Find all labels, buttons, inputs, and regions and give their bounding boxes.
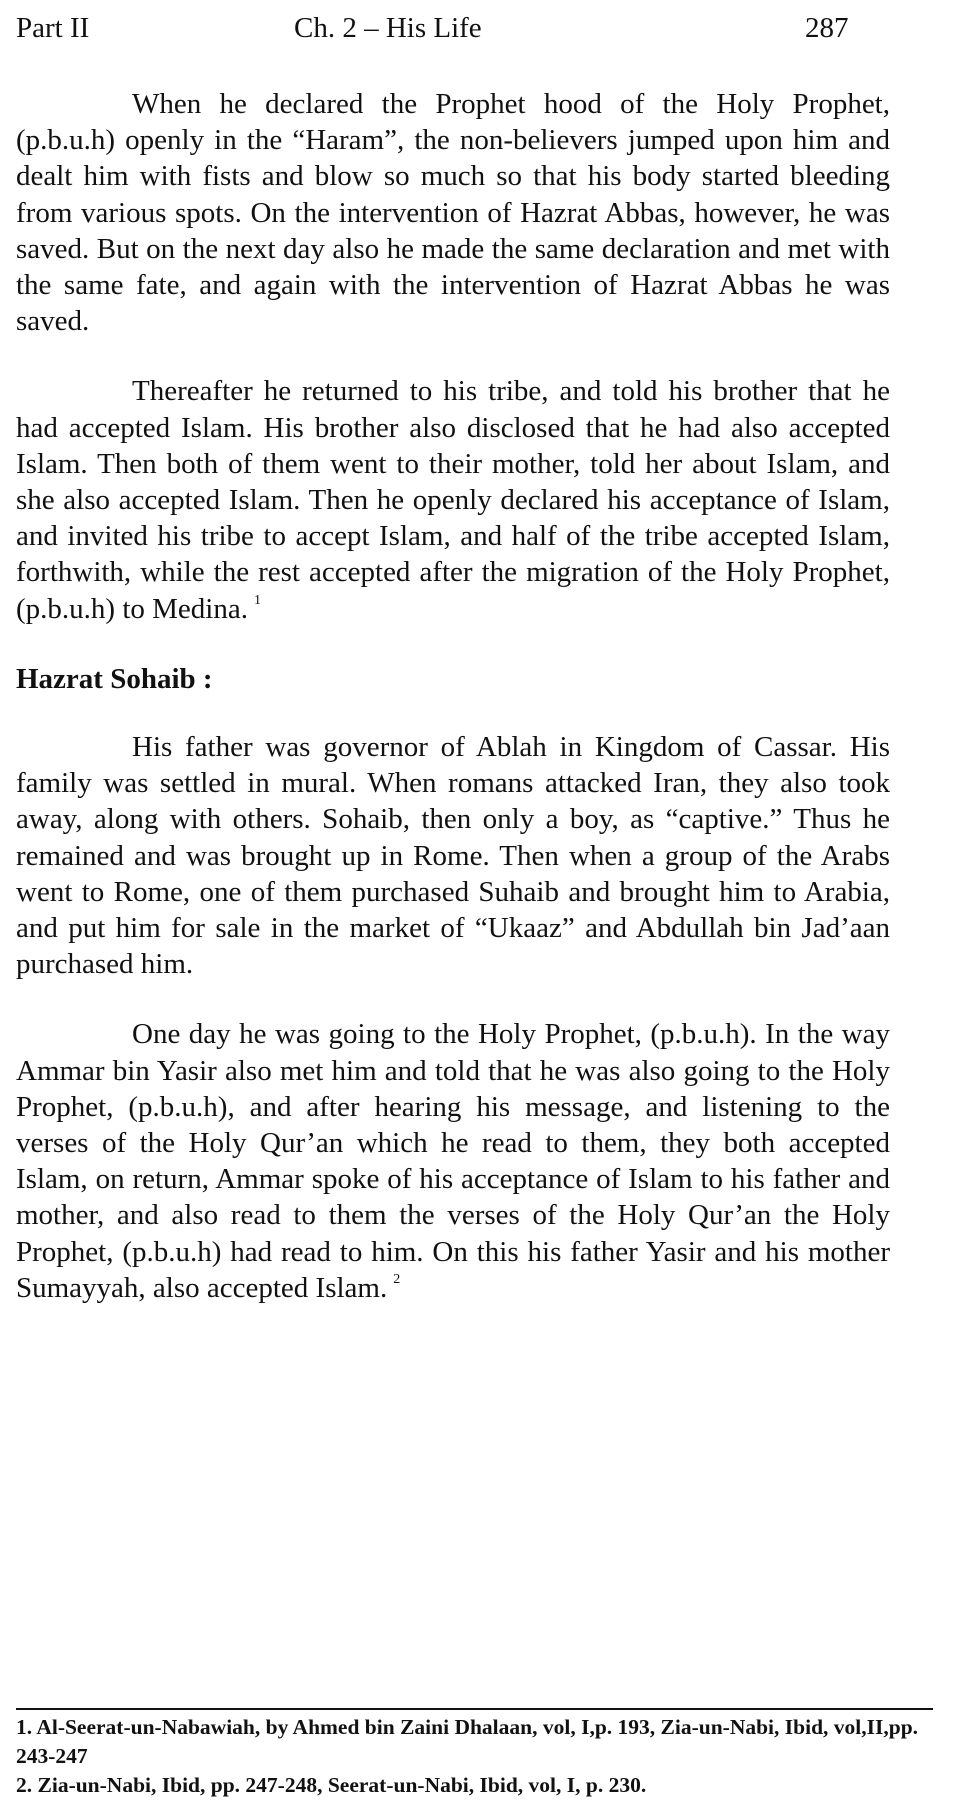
section-heading: Hazrat Sohaib : [16,662,213,695]
running-header [16,8,880,48]
paragraph-text: One day he was going to the Holy Prophet, (p.b.u.h). In the way Ammar bin Yasir also met him and told that he was also going to the Holy Prophet, (p.b.u.h), and after hearing his message, and listening to the verses of the Holy Qur’an which he read to them, they both accepted Islam, on return, Ammar spoke of his acceptance of Islam to his father and mother, and also read to them the verses of the Holy Qur’an the Holy Prophet, (p.b.u.h) had read to him. On this his father Yasir and his mother Sumayyah, also accepted Islam. [16,1018,890,1304]
chapter-title: Ch. 2 – His Life [294,12,482,44]
footnote-marker: 2 [393,1271,401,1287]
paragraph-text: Thereafter he returned to his tribe, and told his brother that he had accepted Islam. His brother also disclosed that he had also accepted Islam. Then both of them went to their mother, told her about Islam, and she also accepted Islam. Then he openly declared his acceptance of Islam, and invited his tribe to accept Islam, and half of the tribe accepted Islam, forthwith, while the rest accepted after the migration of the Holy Prophet, (p.b.u.h) to Medina. [16,375,890,625]
part-label: Part II [16,12,90,44]
paragraph-text: When he declared the Prophet hood of the Holy Prophet, (p.b.u.h) openly in the “Haram”, the non-believers jumped upon him and dealt him with fists and blow so much so that his body started bleeding from various spots. On the intervention of Hazrat Abbas, however, he was saved. But on the next day also he made the same declaration and met with the same fate, and again with the intervention of Hazrat Abbas he was saved. [16,88,890,338]
paragraph [16,373,890,626]
footnote: 2. Zia-un-Nabi, Ibid, pp. 247-248, Seerat-un-Nabi, Ibid, vol, I, p. 230. [16,1773,647,1797]
paragraph [16,86,890,339]
page-number: 287 [805,12,849,44]
main-text [16,86,890,1340]
paragraph [16,1016,890,1306]
paragraph-text: His father was governor of Ablah in Kingdom of Cassar. His family was settled in mural. When romans attacked Iran, they also took away, along with others. Sohaib, then only a boy, as “captive.” Thus he remained and was brought up in Rome. Then when a group of the Arabs went to Rome, one of them purchased Suhaib and brought him to Arabia, and put him for sale in the market of “Ukaaz” and Abdullah bin Jad’aan purchased him. [16,731,890,981]
paragraph [16,729,890,982]
footnote-divider [16,1708,933,1710]
footnote: 1. Al-Seerat-un-Nabawiah, by Ahmed bin Zaini Dhalaan, vol, I,p. 193, Zia-un-Nabi, Ibid, vol,II,pp. 243-247 [16,1715,919,1768]
footnote-marker: 1 [253,592,261,608]
footnotes [16,1713,933,1800]
